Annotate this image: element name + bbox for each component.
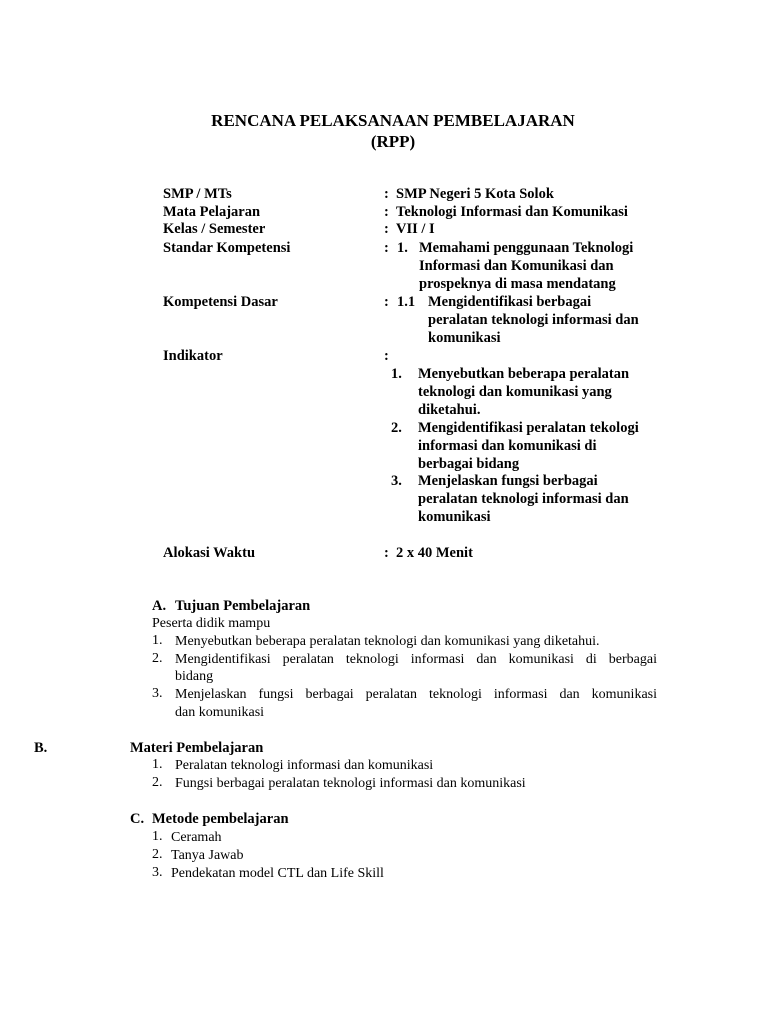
section-a-intro: Peserta didik mampu — [152, 616, 271, 631]
list-number: 2. — [152, 651, 163, 666]
colon: : — [384, 294, 389, 310]
colon: : — [384, 348, 389, 364]
list-item: Fungsi berbagai peralatan teknologi informasi dan komunikasi — [175, 776, 526, 791]
indicator-label: Indikator — [163, 348, 223, 364]
indicator-line: teknologi dan komunikasi yang — [418, 384, 612, 400]
sk-label: Standar Kompetensi — [163, 240, 291, 256]
list-number: 2. — [152, 847, 163, 862]
sk-line-3: prospeknya di masa mendatang — [419, 276, 616, 292]
indicator-line: peralatan teknologi informasi dan — [418, 491, 629, 507]
list-number: 1. — [152, 829, 163, 844]
kd-line-2: peralatan teknologi informasi dan — [428, 312, 639, 328]
section-c-heading: Metode pembelajaran — [152, 811, 289, 827]
class-label: Kelas / Semester — [163, 221, 266, 237]
class-value: VII / I — [396, 221, 435, 237]
kd-line-3: komunikasi — [428, 330, 501, 346]
list-item: Mengidentifikasi peralatan teknologi informasi dan komunikasi di berbagai — [175, 652, 657, 667]
document-title: RENCANA PELAKSANAAN PEMBELAJARAN — [211, 111, 575, 130]
sk-line-2: Informasi dan Komunikasi dan — [419, 258, 614, 274]
list-number: 1. — [152, 633, 163, 648]
section-c-letter: C. — [130, 811, 145, 827]
colon: : — [384, 186, 389, 202]
document-subtitle: (RPP) — [370, 132, 416, 151]
list-number: 1. — [152, 757, 163, 772]
indicator-line: informasi dan komunikasi di — [418, 438, 597, 454]
kd-label: Kompetensi Dasar — [163, 294, 278, 310]
list-number: 3. — [152, 686, 163, 701]
list-item-continuation: dan komunikasi — [175, 705, 265, 720]
kd-number: 1.1 — [397, 294, 416, 310]
list-number: 2. — [152, 775, 163, 790]
indicator-line: Menjelaskan fungsi berbagai — [418, 473, 598, 489]
time-label: Alokasi Waktu — [163, 545, 256, 561]
list-item: Ceramah — [171, 830, 222, 845]
section-b-heading: Materi Pembelajaran — [130, 740, 264, 756]
list-item: Tanya Jawab — [171, 848, 244, 863]
colon: : — [384, 204, 389, 220]
indicator-number: 1. — [391, 366, 402, 382]
section-a-heading: Tujuan Pembelajaran — [175, 598, 311, 614]
section-b-letter: B. — [34, 740, 48, 756]
time-value: 2 x 40 Menit — [396, 545, 473, 561]
colon: : — [384, 545, 389, 561]
section-a-letter: A. — [152, 598, 167, 614]
subject-label: Mata Pelajaran — [163, 204, 261, 220]
list-item: Pendekatan model CTL dan Life Skill — [171, 866, 384, 881]
colon: : — [384, 221, 389, 237]
list-item: Menjelaskan fungsi berbagai peralatan teknologi informasi dan komunikasi — [175, 687, 657, 702]
indicator-line: Mengidentifikasi peralatan tekologi — [418, 420, 639, 436]
indicator-line: komunikasi — [418, 509, 491, 525]
sk-line-1: Memahami penggunaan Teknologi — [419, 240, 634, 256]
indicator-line: Menyebutkan beberapa peralatan — [418, 366, 630, 382]
list-number: 3. — [152, 865, 163, 880]
school-label: SMP / MTs — [163, 186, 232, 202]
list-item: Menyebutkan beberapa peralatan teknologi dan komunikasi yang diketahui. — [175, 634, 600, 649]
colon: : — [384, 240, 389, 256]
school-value: SMP Negeri 5 Kota Solok — [396, 186, 554, 202]
indicator-number: 2. — [391, 420, 402, 436]
subject-value: Teknologi Informasi dan Komunikasi — [396, 204, 628, 220]
list-item: Peralatan teknologi informasi dan komunikasi — [175, 758, 434, 773]
list-item-continuation: bidang — [175, 669, 214, 684]
indicator-number: 3. — [391, 473, 402, 489]
kd-line-1: Mengidentifikasi berbagai — [428, 294, 592, 310]
indicator-line: diketahui. — [418, 402, 481, 418]
sk-number: 1. — [397, 240, 408, 256]
indicator-line: berbagai bidang — [418, 456, 520, 472]
